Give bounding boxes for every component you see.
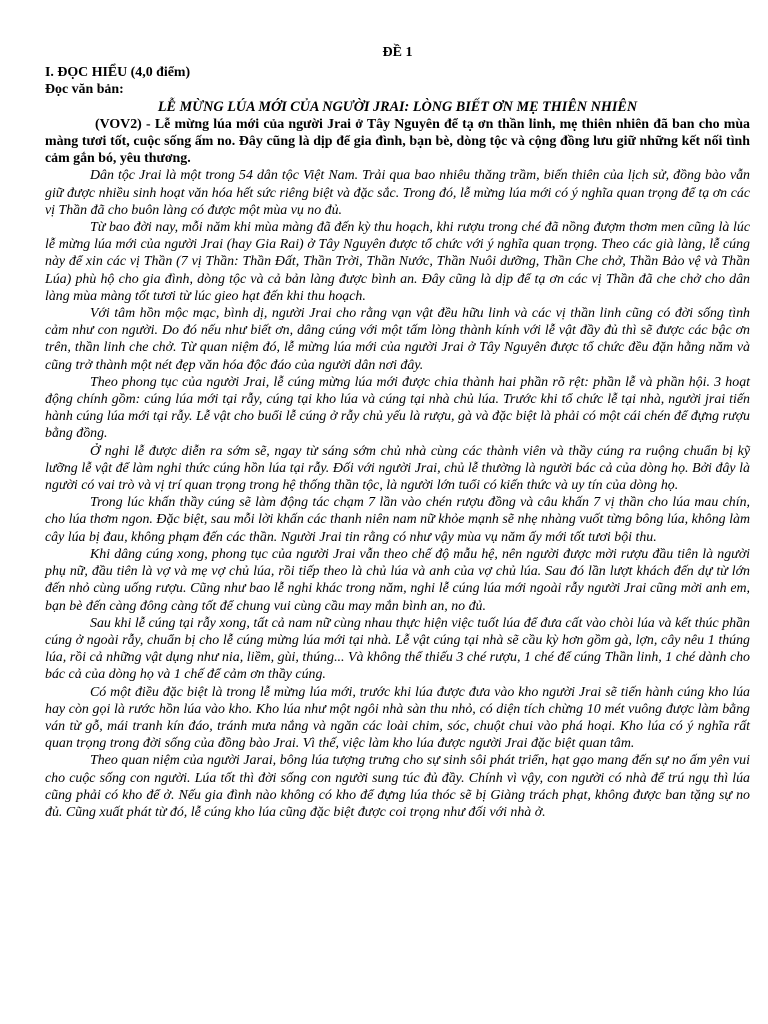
paragraph-6: Trong lúc khấn thầy cúng sẽ làm động tác chạm 7 lần vào chén rượu đồng và câu khấn 7 vị thần cho lúa mau chín, cho lúa thơm ngon. Đặc biệt, sau mỗi lời khấn các thanh niên nam nữ khỏe mạnh sẽ nhẹ nhàng vuốt từng bông lúa, không làm cây lúa bị đau, không phạm đến các thần. Người Jrai tin rằng có như vậy mùa vụ năm ấy mới tốt tươi bội thu. — [45, 495, 750, 545]
paragraph-1: Dân tộc Jrai là một trong 54 dân tộc Việt Nam. Trải qua bao nhiêu thăng trầm, biến thiên của lịch sử, đồng bào vẫn giữ được nhiều sinh hoạt văn hóa hết sức riêng biệt và đặc sắc. Trong đó, lễ mừng lúa mới có ý nghĩa quan trọng để tạ ơn các vị Thần đã cho buôn làng có được một mùa vụ no đủ. — [45, 168, 750, 218]
reading-label: Đọc văn bản: — [45, 82, 124, 98]
paragraph-7: Khi dâng cúng xong, phong tục của người Jrai vẫn theo chế độ mẫu hệ, nên người được mời rượu đầu tiên là người phụ nữ, đầu tiên là vợ và mẹ vợ chủ lúa, rồi tiếp theo là chủ lúa và anh của vợ chủ lúa. Sau đó lần lượt khách đến dự từ lớn đến nhỏ cùng uống rượu. Cũng như bao lễ nghi khác trong năm, nghi lễ cúng lúa mới ngoài rẫy người Jrai cũng mời anh em, bạn bè đến càng đông càng tốt để chung vui cùng cầu may mắn bình an, no đủ. — [45, 546, 750, 614]
paragraph-3: Với tâm hồn mộc mạc, bình dị, người Jrai cho rằng vạn vật đều hữu linh và các vị thần linh cũng có đời sống tình cảm như con người. Do đó nếu như biết ơn, dâng cúng với một tấm lòng thành kính với lễ vật đầy đủ thì sẽ được các bậc ơn trên, thần linh che chở. Từ quan niệm đó, lễ mừng lúa mới của người Jrai ở Tây Nguyên được tổ chức đều đặn hằng năm và cũng trở thành một nét đẹp văn hóa độc đáo của người dân nơi đây. — [45, 306, 750, 373]
article-title: LỄ MỪNG LÚA MỚI CỦA NGƯỜI JRAI: LÒNG BIẾT ƠN MẸ THIÊN NHIÊN — [157, 98, 638, 115]
paragraph-2: Từ bao đời nay, mỗi năm khi mùa màng đã đến kỳ thu hoạch, khi rượu trong ché đã nồng đượm thơm men cũng là lúc lễ mừng lúa mới của người Jrai (hay Gia Rai) ở Tây Nguyên được tổ chức với ý nghĩa quan trọng. Theo các già làng, lễ cúng này để xin các vị Thần (7 vị Thần: Thần Đất, Thần Trời, Thần Nước, Thần Nuôi dưỡng, Thần Che chở, Thần Bảo vệ và Thần Lúa) phù hộ cho gia đình, dòng tộc và cả bản làng được bình an. Đây cũng là dịp để tạ ơn các vị Thần đã che chở cho dân làng mùa màng tốt tươi từ lúc gieo hạt đến khi thu hoạch. — [45, 220, 750, 304]
paragraph-5: Ở nghi lễ được diễn ra sớm sẽ, ngay từ sáng sớm chủ nhà cùng các thành viên và thầy cúng ra ruộng chuẩn bị kỹ lưỡng lễ vật để làm nghi thức cúng hồn lúa tại rẫy. Đối với người Jrai, chủ lễ thường là người bác cả của dòng họ. Bởi đây là người có vai trò và vị trí quan trọng trong hệ thống thần tộc, là người lớn tuổi có kiến thức và uy tín của dòng họ. — [45, 443, 750, 494]
section-heading: I. ĐỌC HIỂU (4,0 điểm) — [45, 65, 191, 81]
exam-heading: ĐỀ 1 — [382, 45, 413, 60]
article-lead: (VOV2) - Lễ mừng lúa mới của người Jrai ở Tây Nguyên để tạ ơn thần linh, mẹ thiên nhiên đã ban cho mùa màng tươi tốt, cuộc sống ấm no. Đây cũng là dịp để gia đình, bạn bè, dòng tộc và cộng đồng lưu giữ những kết nối tình cảm gắn bó, yêu thương. — [45, 116, 750, 167]
paragraph-9: Có một điều đặc biệt là trong lễ mừng lúa mới, trước khi lúa được đưa vào kho người Jrai sẽ tiến hành cúng kho lúa hay còn gọi là rước hồn lúa vào kho. Kho lúa như một ngôi nhà sàn thu nhỏ, có diện tích chừng 10 mét vuông được làm bằng ván từ gỗ, mái tranh kín đáo, tránh mưa nắng và ngăn các loài chim, sóc, chuột chui vào phá hoại. Kho lúa có ý nghĩa rất quan trọng trong đời sống của đồng bào Jrai. Vì thế, việc làm kho lúa được người Jrai đặc biệt quan tâm. — [45, 684, 750, 752]
paragraph-10: Theo quan niệm của người Jarai, bông lúa tượng trưng cho sự sinh sôi phát triển, hạt gạo mang đến sự no ấm yên vui cho cuộc sống con người. Lúa tốt thì đời sống con người sung túc đủ đầy. Chính vì vậy, con người có nhà để trú ngụ thì lúa cũng phải có kho để ở. Nếu gia đình nào không có kho để đựng lúa thóc sẽ bị Giàng trách phạt, không được ban tặng sự no đủ. Cũng xuất phát từ đó, lễ cúng kho lúa cũng đặc biệt được coi trọng như đối với nhà ở. — [45, 753, 750, 820]
paragraph-8: Sau khi lễ cúng tại rẫy xong, tất cả nam nữ cùng nhau thực hiện việc tuốt lúa để đưa cất vào chòi lúa và kết thúc phần cúng ở ngoài rẫy, chuẩn bị cho lễ cúng mừng lúa mới tại nhà. Lễ vật cúng tại nhà sẽ cầu kỳ hơn gồm gà, lợn, cây nêu 1 thúng lúa, rồi cả những vật dụng như nia, liềm, gùi, thúng... Và không thể thiếu 3 ché rượu, 1 ché để cúng Thần linh, 1 ché dành cho bác cả của dòng họ và 1 chế để cảm ơn thầy cúng. — [45, 615, 750, 683]
paragraph-4: Theo phong tục của người Jrai, lễ cúng mừng lúa mới được chia thành hai phần rõ rệt: phần lễ và phần hội. 3 hoạt động chính gồm: cúng lúa mới tại rẫy, cúng tại kho lúa và cúng tại nhà chủ lúa. Trước khi tổ chức lễ tại nhà, người jrai tiến hành cúng lúa mới tại rẫy. Lễ vật cho buổi lễ cúng ở rẫy chủ yếu là rượu, gà và đặc biệt là phải có một cái chén để đựng rượu bằng đồng. — [45, 374, 750, 442]
